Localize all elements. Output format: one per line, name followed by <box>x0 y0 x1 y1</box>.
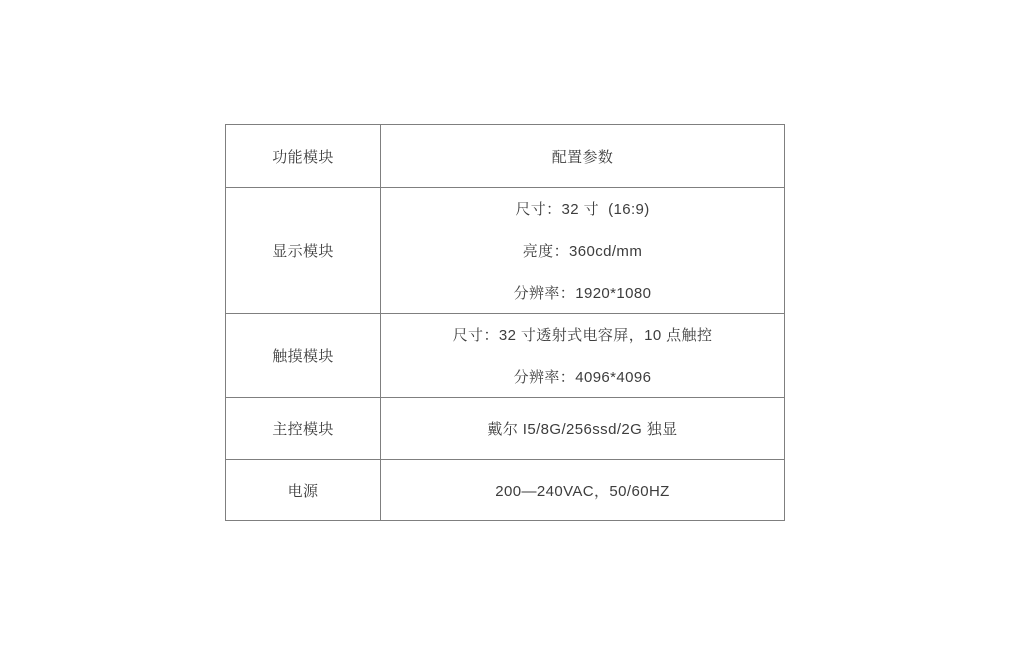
param-line-resolution: 分辨率：1920*1080 <box>513 284 652 302</box>
table-row-power <box>226 460 784 520</box>
module-name-display: 显示模块 <box>226 188 381 313</box>
table-row-display-module <box>226 188 784 314</box>
param-line-size: 尺寸：32 寸 (16:9) <box>515 201 650 219</box>
params-cell-touch <box>381 314 784 397</box>
module-name-power: 电源 <box>226 460 381 520</box>
module-name-main-control: 主控模块 <box>226 398 381 459</box>
table-row-touch-module <box>226 314 784 398</box>
header-cell-config-params: 配置参数 <box>551 148 614 166</box>
params-cell-power: 200—240VAC，50/60HZ <box>495 482 670 500</box>
table-row-main-control-module <box>226 398 784 460</box>
param-line-brightness: 亮度：360cd/mm <box>522 243 643 260</box>
module-name-touch: 触摸模块 <box>226 314 381 397</box>
params-cell-display <box>381 188 784 313</box>
params-cell-main-control: 戴尔 I5/8G/256ssd/2G 独显 <box>487 421 678 438</box>
table-header-row <box>226 125 784 188</box>
param-line-size: 尺寸：32 寸透射式电容屏，10 点触控 <box>452 327 713 345</box>
param-line-resolution: 分辨率：4096*4096 <box>513 368 652 386</box>
spec-table <box>225 124 785 521</box>
header-cell-function-module: 功能模块 <box>226 125 381 187</box>
